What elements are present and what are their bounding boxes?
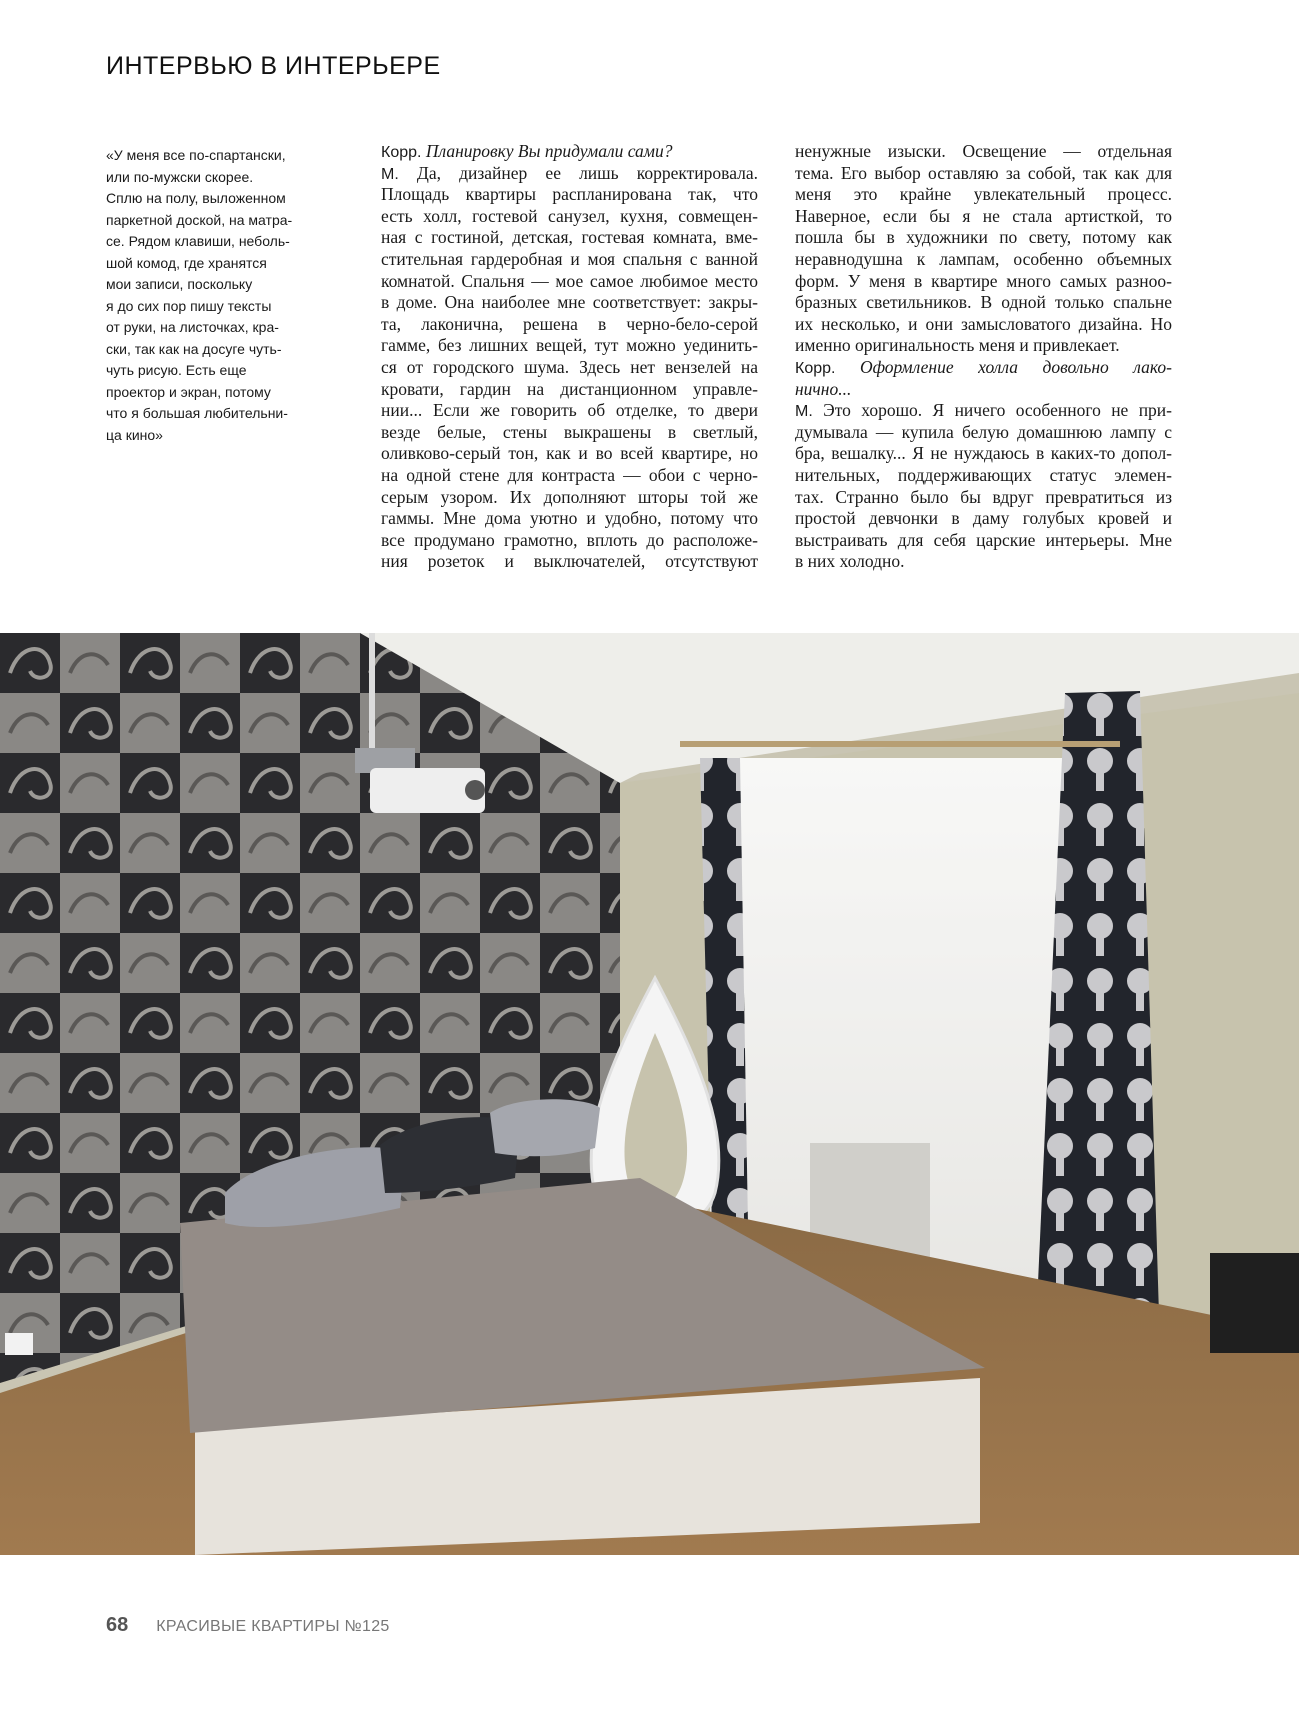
text-line: гамме, без лишних вещей, тут можно уединить- [381, 335, 758, 356]
text-line: Площадь квартиры распланирована так, что [381, 184, 758, 205]
quote-line: Сплю на полу, выложенном [106, 190, 286, 206]
question-text: Планировку Вы придумали сами? [425, 141, 673, 161]
quote-line: от руки, на листочках, кра- [106, 319, 279, 335]
quote-line: «У меня все по-спартански, [106, 147, 286, 163]
text-line: бразных светильников. В одной только спальне [795, 292, 1172, 313]
text-line: простой девчонки в даму голубых кровей и [795, 508, 1172, 529]
speaker-label: Корр. [795, 359, 836, 377]
text-line: ная с гостиной, детская, гостевая комната, вме- [381, 227, 758, 248]
text-line: гаммы. Мне дома уютно и удобно, потому что [381, 508, 758, 529]
text-line: тема. Его выбор оставляю за собой, так как для [795, 162, 1172, 183]
text-line: выстраивать для себя царские интерьеры. Мне [795, 529, 1172, 550]
text-line: на одной стене для контраста — обои с черно- [381, 464, 758, 485]
section-title: ИНТЕРВЬЮ В ИНТЕРЬЕРЕ [106, 52, 441, 80]
answer-line [381, 163, 758, 185]
speaker-label: М. [381, 165, 399, 183]
bedroom-photo [0, 633, 1299, 1555]
quote-line: или по-мужски скорее. [106, 168, 254, 185]
answer-line [795, 400, 1172, 422]
text-line: бра, вешалку... Я не нуждаюсь в каких-то допол- [795, 443, 1172, 464]
text-line: все продумано грамотно, вплоть до расположе- [381, 529, 758, 550]
quote-line: ца кино» [106, 426, 163, 443]
text-line: пошла бы в художники по свету, потому как [795, 227, 1172, 248]
article-column-3 [795, 141, 1172, 573]
page-footer [106, 1614, 390, 1637]
question-line [381, 141, 758, 163]
text-line: неравнодушна к лампам, особенно объемных [795, 248, 1172, 269]
magazine-title: КРАСИВЫЕ КВАРТИРЫ №125 [156, 1618, 390, 1635]
text-line: нительных, поддерживающих статус элемен- [795, 464, 1172, 485]
question-text: Оформление холла довольно лако- [859, 356, 1172, 377]
quote-line: проектор и экран, потому [106, 383, 271, 400]
speaker-label: Корр. [381, 144, 422, 161]
text-line: тах. Странно было бы вдруг превратиться из [795, 486, 1172, 507]
quote-line: паркетной доской, на матра- [106, 211, 293, 228]
article-column-2 [381, 141, 758, 573]
quote-line: мои записи, поскольку [106, 276, 253, 292]
text-line: везде белые, стены выкрашены в светлый, [381, 421, 758, 442]
answer-text: Это хорошо. Я ничего особенного не при- [823, 400, 1172, 421]
text-line: ся от городского шума. Здесь нет вензелей на [381, 356, 758, 377]
quote-line: чуть рисую. Есть еще [106, 362, 247, 378]
text-line: ния розеток и выключателей, отсутствуют [381, 551, 758, 572]
text-line: стительная гардеробная и моя спальня с ванной [381, 248, 758, 269]
pull-quote [106, 145, 306, 446]
text-line: в доме. Она наиболее мне соответствует: закры- [381, 292, 758, 313]
answer-text: Да, дизайнер ее лишь корректировала. [416, 162, 758, 183]
text-line: их несколько, и они замысловатого дизайна. Но [795, 313, 1172, 334]
text-line: нии... Если же говорить об отделке, то двери [381, 400, 758, 421]
text-line: кровати, гардин на дистанционном управле- [381, 378, 758, 399]
text-line: Наверное, если бы я не стала артисткой, то [795, 205, 1172, 226]
text-line: форм. У меня в квартире много самых разноо- [795, 270, 1172, 291]
question-line [795, 357, 1172, 379]
page-number: 68 [106, 1614, 129, 1636]
text-line: комнатой. Спальня — мое самое любимое место [381, 270, 758, 291]
text-line: именно оригинальность меня и привлекает. [795, 335, 1120, 356]
text-line: серым узором. Их дополняют шторы той же [381, 486, 758, 507]
quote-line: шой комод, где хранятся [106, 254, 267, 271]
quote-line: что я большая любительни- [106, 405, 288, 421]
text-line: думывала — купила белую домашнюю лампу с [795, 421, 1172, 442]
text-line: есть холл, гостевой санузел, кухня, совмещен- [381, 205, 758, 226]
bedroom-illustration [0, 633, 1299, 1555]
quote-line: се. Рядом клавиши, неболь- [106, 233, 290, 249]
speaker-label: М. [795, 403, 813, 421]
question-line: нично... [795, 378, 852, 399]
text-line: ненужные изыски. Освещение — отдельная [795, 141, 1172, 161]
text-line: оливково-серый тон, как и во всей квартире, но [381, 443, 758, 464]
quote-line: я до сих пор пишу тексты [106, 297, 272, 314]
text-line: меня это крайне увлекательный процесс. [795, 184, 1172, 205]
text-line: в них холодно. [795, 551, 905, 572]
text-line: та, лаконична, решена в черно-бело-серой [381, 313, 758, 334]
quote-line: ски, так как на досуге чуть- [106, 340, 282, 357]
